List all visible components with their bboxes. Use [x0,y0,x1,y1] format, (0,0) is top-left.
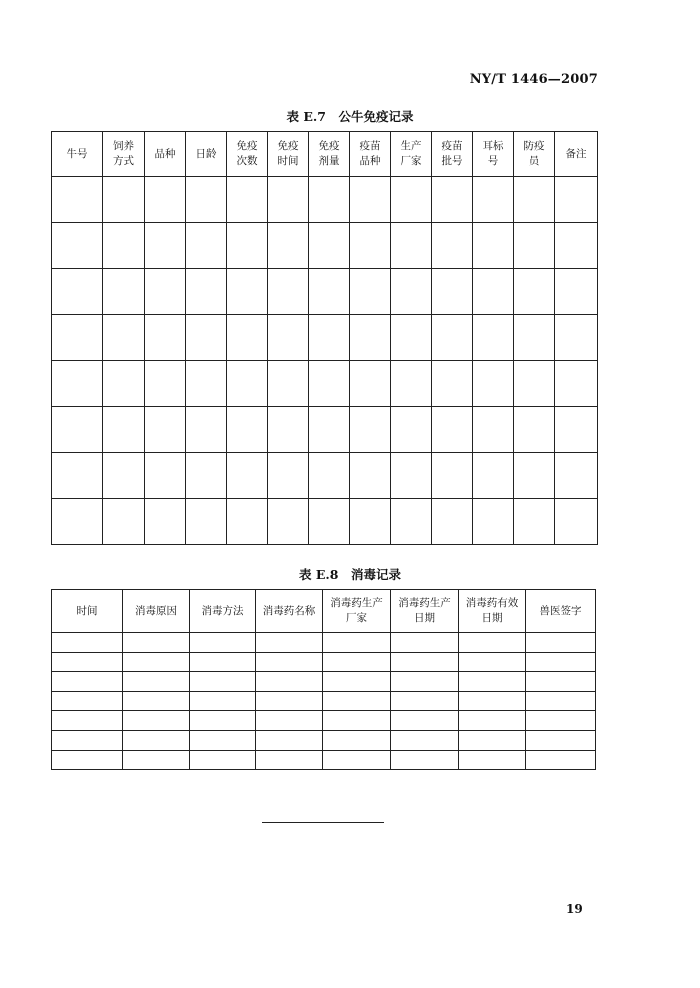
table-row [52,177,598,223]
table-cell [514,361,555,407]
column-header [432,132,473,177]
column-header [323,590,391,633]
table-cell [432,499,473,545]
column-header [526,590,596,633]
table-cell [350,361,391,407]
column-header [555,132,598,177]
table-cell [190,633,256,653]
table-cell [52,453,103,499]
table-cell [227,177,268,223]
table-row [52,711,596,731]
table-cell [52,223,103,269]
table-cell [186,177,227,223]
table-cell [555,223,598,269]
table-e7-title: 表 E.7 公牛免疫记录 [286,109,414,124]
table-cell [473,407,514,453]
table-cell [256,652,323,672]
column-header [350,132,391,177]
table-row [52,269,598,315]
column-header-label: 品种 [154,147,176,160]
table-cell [227,269,268,315]
table-row [52,750,596,770]
table-cell [555,407,598,453]
table-cell [123,633,190,653]
table-cell [555,453,598,499]
column-header [473,132,514,177]
table-header-row [52,590,596,633]
table-cell [268,453,309,499]
table-cell [323,672,391,692]
table-cell [190,691,256,711]
table-cell [123,691,190,711]
table-cell [309,315,350,361]
table-cell [432,453,473,499]
bull-immunization-record-table [51,131,598,545]
column-header [186,132,227,177]
table-cell [459,691,526,711]
table-cell [350,453,391,499]
table-cell [123,750,190,770]
table-cell [190,711,256,731]
table-row [52,730,596,750]
table-cell [52,499,103,545]
table-cell [227,407,268,453]
table-cell [391,672,459,692]
table-row [52,315,598,361]
column-header-label: 防疫 员 [523,140,545,167]
table-cell [323,750,391,770]
table-cell [391,361,432,407]
table-cell [323,633,391,653]
table-cell [526,652,596,672]
column-header-label: 饲养 方式 [113,140,134,167]
table-cell [555,315,598,361]
table-cell [123,672,190,692]
table-cell [473,177,514,223]
standard-code: NY/T 1446—2007 [469,72,598,87]
column-header-label: 免疫 剂量 [318,140,340,167]
table-cell [103,269,145,315]
table-cell [432,269,473,315]
table-cell [391,652,459,672]
table-cell [268,269,309,315]
column-header-label: 消毒原因 [135,604,177,617]
table-cell [103,177,145,223]
table-cell [145,223,186,269]
column-header-label: 免疫 时间 [277,140,299,167]
table-cell [227,499,268,545]
table-cell [256,691,323,711]
column-header [391,132,432,177]
table-cell [555,499,598,545]
table-cell [514,269,555,315]
table-header-row [52,132,598,177]
table-cell [52,407,103,453]
table-row [52,691,596,711]
table-cell [459,672,526,692]
table-row [52,361,598,407]
table-cell [123,730,190,750]
table-cell [52,711,123,731]
table-cell [473,499,514,545]
table-cell [459,730,526,750]
table-cell [103,453,145,499]
footer-divider [262,822,384,823]
table-cell [103,407,145,453]
column-header-label: 耳标 号 [482,140,504,167]
table-cell [514,407,555,453]
table-cell [52,633,123,653]
table-cell [52,691,123,711]
column-header [52,590,123,633]
table-cell [459,750,526,770]
table-cell [459,711,526,731]
table-cell [103,315,145,361]
table-cell [323,711,391,731]
table-cell [145,361,186,407]
table-cell [514,499,555,545]
table-cell [190,730,256,750]
page-number: 19 [566,902,583,916]
column-header [391,590,459,633]
table-row [52,652,596,672]
table-cell [391,711,459,731]
table-cell [52,750,123,770]
table-cell [391,407,432,453]
table-cell [227,223,268,269]
table-cell [123,652,190,672]
table-cell [123,711,190,731]
column-header [123,590,190,633]
column-header [227,132,268,177]
table-cell [391,730,459,750]
table-cell [391,633,459,653]
table-cell [190,750,256,770]
table-cell [186,499,227,545]
table-cell [432,223,473,269]
table-cell [103,361,145,407]
table-cell [391,499,432,545]
table-cell [555,361,598,407]
table-cell [473,315,514,361]
table-cell [514,315,555,361]
table-cell [103,223,145,269]
table-cell [103,499,145,545]
column-header-label: 日龄 [195,147,217,160]
column-header-label: 消毒方法 [201,604,244,617]
column-header-label: 生产 厂家 [400,140,422,167]
table-cell [526,633,596,653]
table-cell [256,633,323,653]
table-cell [473,361,514,407]
table-cell [52,315,103,361]
table-cell [52,730,123,750]
table-row [52,499,598,545]
table-cell [432,407,473,453]
table-cell [309,499,350,545]
table-row [52,453,598,499]
table-cell [145,315,186,361]
table-cell [526,711,596,731]
table-cell [186,453,227,499]
table-cell [391,177,432,223]
column-header-label: 消毒药有效 日期 [465,597,519,624]
disinfection-record-table [51,589,596,770]
table-cell [391,315,432,361]
table-cell [350,407,391,453]
column-header-label: 免疫 次数 [236,140,258,167]
table-cell [309,453,350,499]
column-header-label: 消毒药生产 日期 [398,597,451,624]
table-cell [268,177,309,223]
table-cell [52,672,123,692]
table-cell [309,361,350,407]
column-header [256,590,323,633]
table-cell [514,453,555,499]
table-cell [391,750,459,770]
table-cell [227,361,268,407]
table-cell [52,361,103,407]
table-cell [514,223,555,269]
table-cell [432,315,473,361]
table-cell [52,269,103,315]
column-header [145,132,186,177]
table-cell [432,361,473,407]
column-header [459,590,526,633]
table-cell [323,691,391,711]
table-cell [186,223,227,269]
column-header [268,132,309,177]
table-row [52,633,596,653]
table-cell [256,730,323,750]
column-header-label: 疫苗 批号 [441,140,463,167]
table-cell [526,691,596,711]
table-cell [391,269,432,315]
table-cell [391,691,459,711]
table-cell [350,177,391,223]
column-header [309,132,350,177]
table-cell [309,177,350,223]
table-cell [473,269,514,315]
column-header [514,132,555,177]
table-cell [514,177,555,223]
column-header-label: 疫苗 品种 [359,140,381,167]
table-cell [256,672,323,692]
table-cell [459,652,526,672]
table-cell [145,407,186,453]
table-cell [186,269,227,315]
table-cell [323,730,391,750]
table-cell [145,177,186,223]
table-cell [309,223,350,269]
table-cell [432,177,473,223]
table-cell [52,652,123,672]
column-header-label: 兽医签字 [539,604,582,617]
column-header [103,132,145,177]
table-cell [268,499,309,545]
table-cell [555,269,598,315]
table-row [52,672,596,692]
column-header [190,590,256,633]
table-cell [256,711,323,731]
table-cell [52,177,103,223]
column-header-label: 备注 [565,147,587,160]
table-cell [186,315,227,361]
table-cell [391,453,432,499]
table-cell [350,269,391,315]
table-row [52,223,598,269]
table-cell [227,453,268,499]
table-cell [309,269,350,315]
table-cell [268,315,309,361]
table-cell [309,407,350,453]
table-row [52,407,598,453]
table-cell [145,269,186,315]
table-cell [526,750,596,770]
table-cell [186,361,227,407]
table-cell [391,223,432,269]
table-cell [323,652,391,672]
table-cell [350,315,391,361]
table-cell [145,499,186,545]
table-cell [459,633,526,653]
table-cell [268,407,309,453]
table-cell [473,223,514,269]
table-cell [526,672,596,692]
table-cell [350,223,391,269]
table-cell [350,499,391,545]
table-cell [227,315,268,361]
table-cell [190,652,256,672]
table-cell [190,672,256,692]
table-cell [473,453,514,499]
table-cell [268,361,309,407]
column-header-label: 时间 [76,604,98,617]
table-cell [256,750,323,770]
table-cell [555,177,598,223]
table-cell [268,223,309,269]
table-cell [526,730,596,750]
column-header-label: 消毒药生产 厂家 [330,597,383,624]
table-e8-title: 表 E.8 消毒记录 [299,567,401,582]
table-cell [145,453,186,499]
column-header [52,132,103,177]
column-header-label: 牛号 [66,147,88,160]
table-cell [186,407,227,453]
column-header-label: 消毒药名称 [262,604,316,617]
